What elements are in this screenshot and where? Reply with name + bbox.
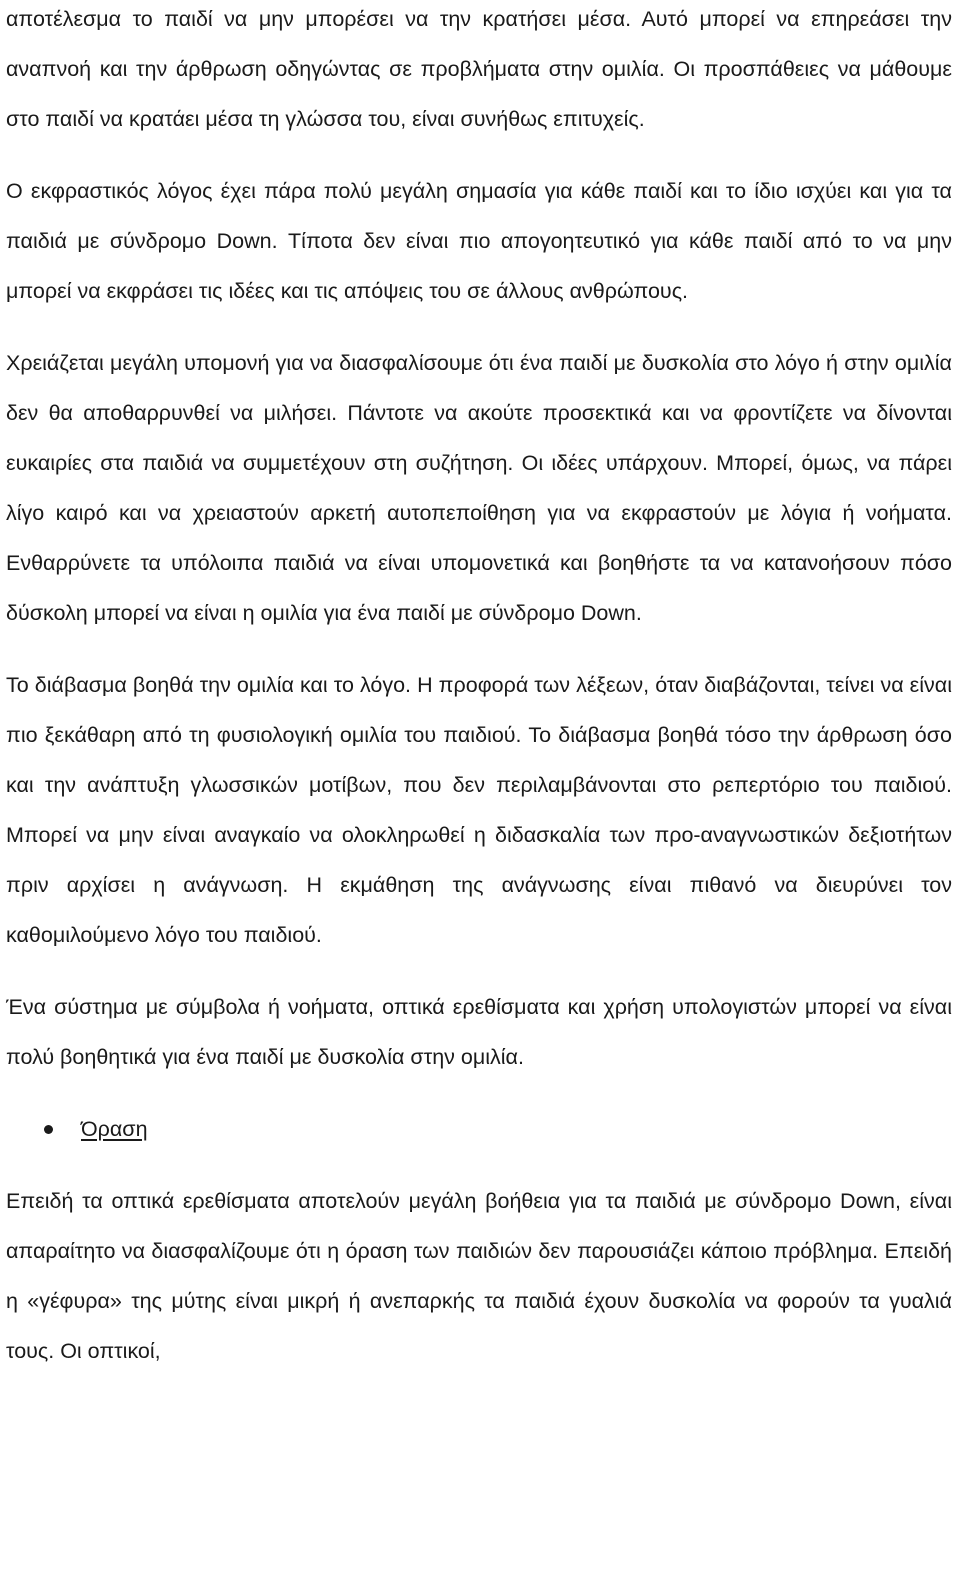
bullet-icon: [44, 1125, 53, 1134]
paragraph-expressive-speech: Ο εκφραστικός λόγος έχει πάρα πολύ μεγάλη σημασία για κάθε παιδί και το ίδιο ισχύει και για τα παιδιά με σύνδρομο Down. Τίποτα δεν είναι πιο απογοητευτικό για κάθε παιδί από το να μην μπορεί να εκφράσει τις ιδέες και τις απόψεις του σε άλλους ανθρώπους.: [6, 179, 952, 303]
paragraph-patience: Χρειάζεται μεγάλη υπομονή για να διασφαλίσουμε ότι ένα παιδί με δυσκολία στο λόγο ή στην ομιλία δεν θα αποθαρρυνθεί να μιλήσει. Πάντοτε να ακούτε προσεκτικά και να φροντίζετε να δίνονται ευκαιρίες στα παιδιά να συμμετέχουν στη συζήτηση. Οι ιδέες υπάρχουν. Μπορεί, όμως, να πάρει λίγο καιρό και να χρειαστούν αρκετή αυτοπεποίθηση για να εκφραστούν με λόγια ή νοήματα. Ενθαρρύνετε τα υπόλοιπα παιδιά να είναι υπομονετικά και βοηθήστε τα να κατανοήσουν πόσο δύσκολη μπορεί να είναι η ομιλία για ένα παιδί με σύνδρομο Down.: [6, 351, 952, 625]
paragraph-reading: Το διάβασμα βοηθά την ομιλία και το λόγο. Η προφορά των λέξεων, όταν διαβάζονται, τείνει να είναι πιο ξεκάθαρη από τη φυσιολογική ομιλία του παιδιού. Το διάβασμα βοηθά τόσο την άρθρωση όσο και την ανάπτυξη γλωσσικών μοτίβων, που δεν περιλαμβάνονται στο ρεπερτόριο του παιδιού. Μπορεί να μην είναι αναγκαίο να ολοκληρωθεί η διδασκαλία των προ-αναγνωστικών δεξιοτήτων πριν αρχίσει η ανάγνωση. Η εκμάθηση της ανάγνωσης είναι πιθανό να διευρύνει τον καθομιλούμενο λόγο του παιδιού.: [6, 673, 952, 947]
paragraph-vision: Επειδή τα οπτικά ερεθίσματα αποτελούν μεγάλη βοήθεια για τα παιδιά με σύνδρομο Down, είναι απαραίτητο να διασφαλίζουμε ότι η όραση των παιδιών δεν παρουσιάζει κάποιο πρόβλημα. Επειδή η «γέφυρα» της μύτης είναι μικρή ή ανεπαρκής τα παιδιά έχουν δυσκολία να φορούν τα γυαλιά τους. Οι οπτικοί,: [6, 1189, 952, 1363]
paragraph-symbols: Ένα σύστημα με σύμβολα ή νοήματα, οπτικά ερεθίσματα και χρήση υπολογιστών μπορεί να είναι πολύ βοηθητικά για ένα παιδί με δυσκολία στην ομιλία.: [6, 995, 952, 1069]
paragraph-tongue: αποτέλεσμα το παιδί να μην μπορέσει να την κρατήσει μέσα. Αυτό μπορεί να επηρεάσει την αναπνοή και την άρθρωση οδηγώντας σε προβλήματα στην ομιλία. Οι προσπάθειες να μάθουμε στο παιδί να κρατάει μέσα τη γλώσσα του, είναι συνήθως επιτυχείς.: [6, 7, 952, 131]
section-heading-vision: Όραση: [81, 1117, 148, 1141]
document-page: [6, 0, 952, 1398]
bullet-item-vision: [6, 1104, 952, 1154]
